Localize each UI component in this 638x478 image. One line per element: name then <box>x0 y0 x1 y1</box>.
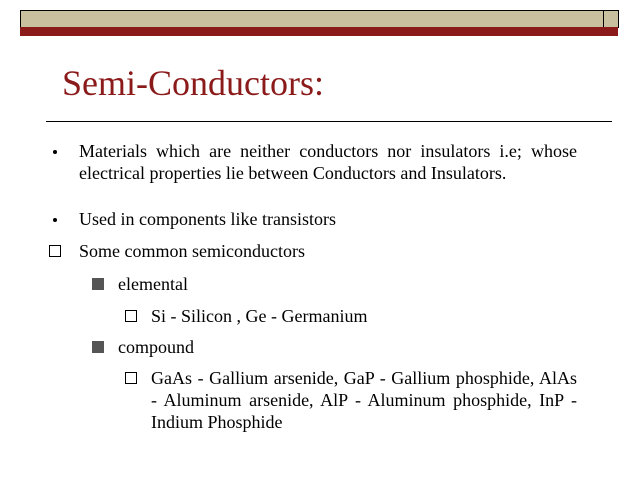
hollow-square-bullet-icon <box>125 310 137 322</box>
header-band-end-square <box>603 10 619 28</box>
bullet-item: Used in components like transistors <box>79 209 336 229</box>
bullet-dot-icon <box>53 150 57 154</box>
header-band <box>20 10 606 28</box>
bullet-item: elemental <box>118 274 188 294</box>
bullet-item: GaAs - Gallium arsenide, GaP - Gallium phosphide, AlAs - Aluminum arsenide, AlP - Aluminum phosphide, InP - Indium Phosphide <box>151 368 577 432</box>
bullet-item: Materials which are neither conductors nor insulators i.e; whose electrical properties lie between Conductors and Insulators. <box>79 141 577 183</box>
filled-square-bullet-icon <box>92 278 104 290</box>
title-divider <box>46 121 612 122</box>
header-accent-bar <box>20 27 618 36</box>
bullet-item: Some common semiconductors <box>79 241 305 261</box>
filled-square-bullet-icon <box>92 341 104 353</box>
bullet-item: compound <box>118 337 194 357</box>
bullet-dot-icon <box>53 218 57 222</box>
hollow-square-bullet-icon <box>125 372 137 384</box>
bullet-item: Si - Silicon , Ge - Germanium <box>151 306 368 326</box>
hollow-square-bullet-icon <box>49 245 61 257</box>
slide-title: Semi-Conductors: <box>62 63 324 103</box>
